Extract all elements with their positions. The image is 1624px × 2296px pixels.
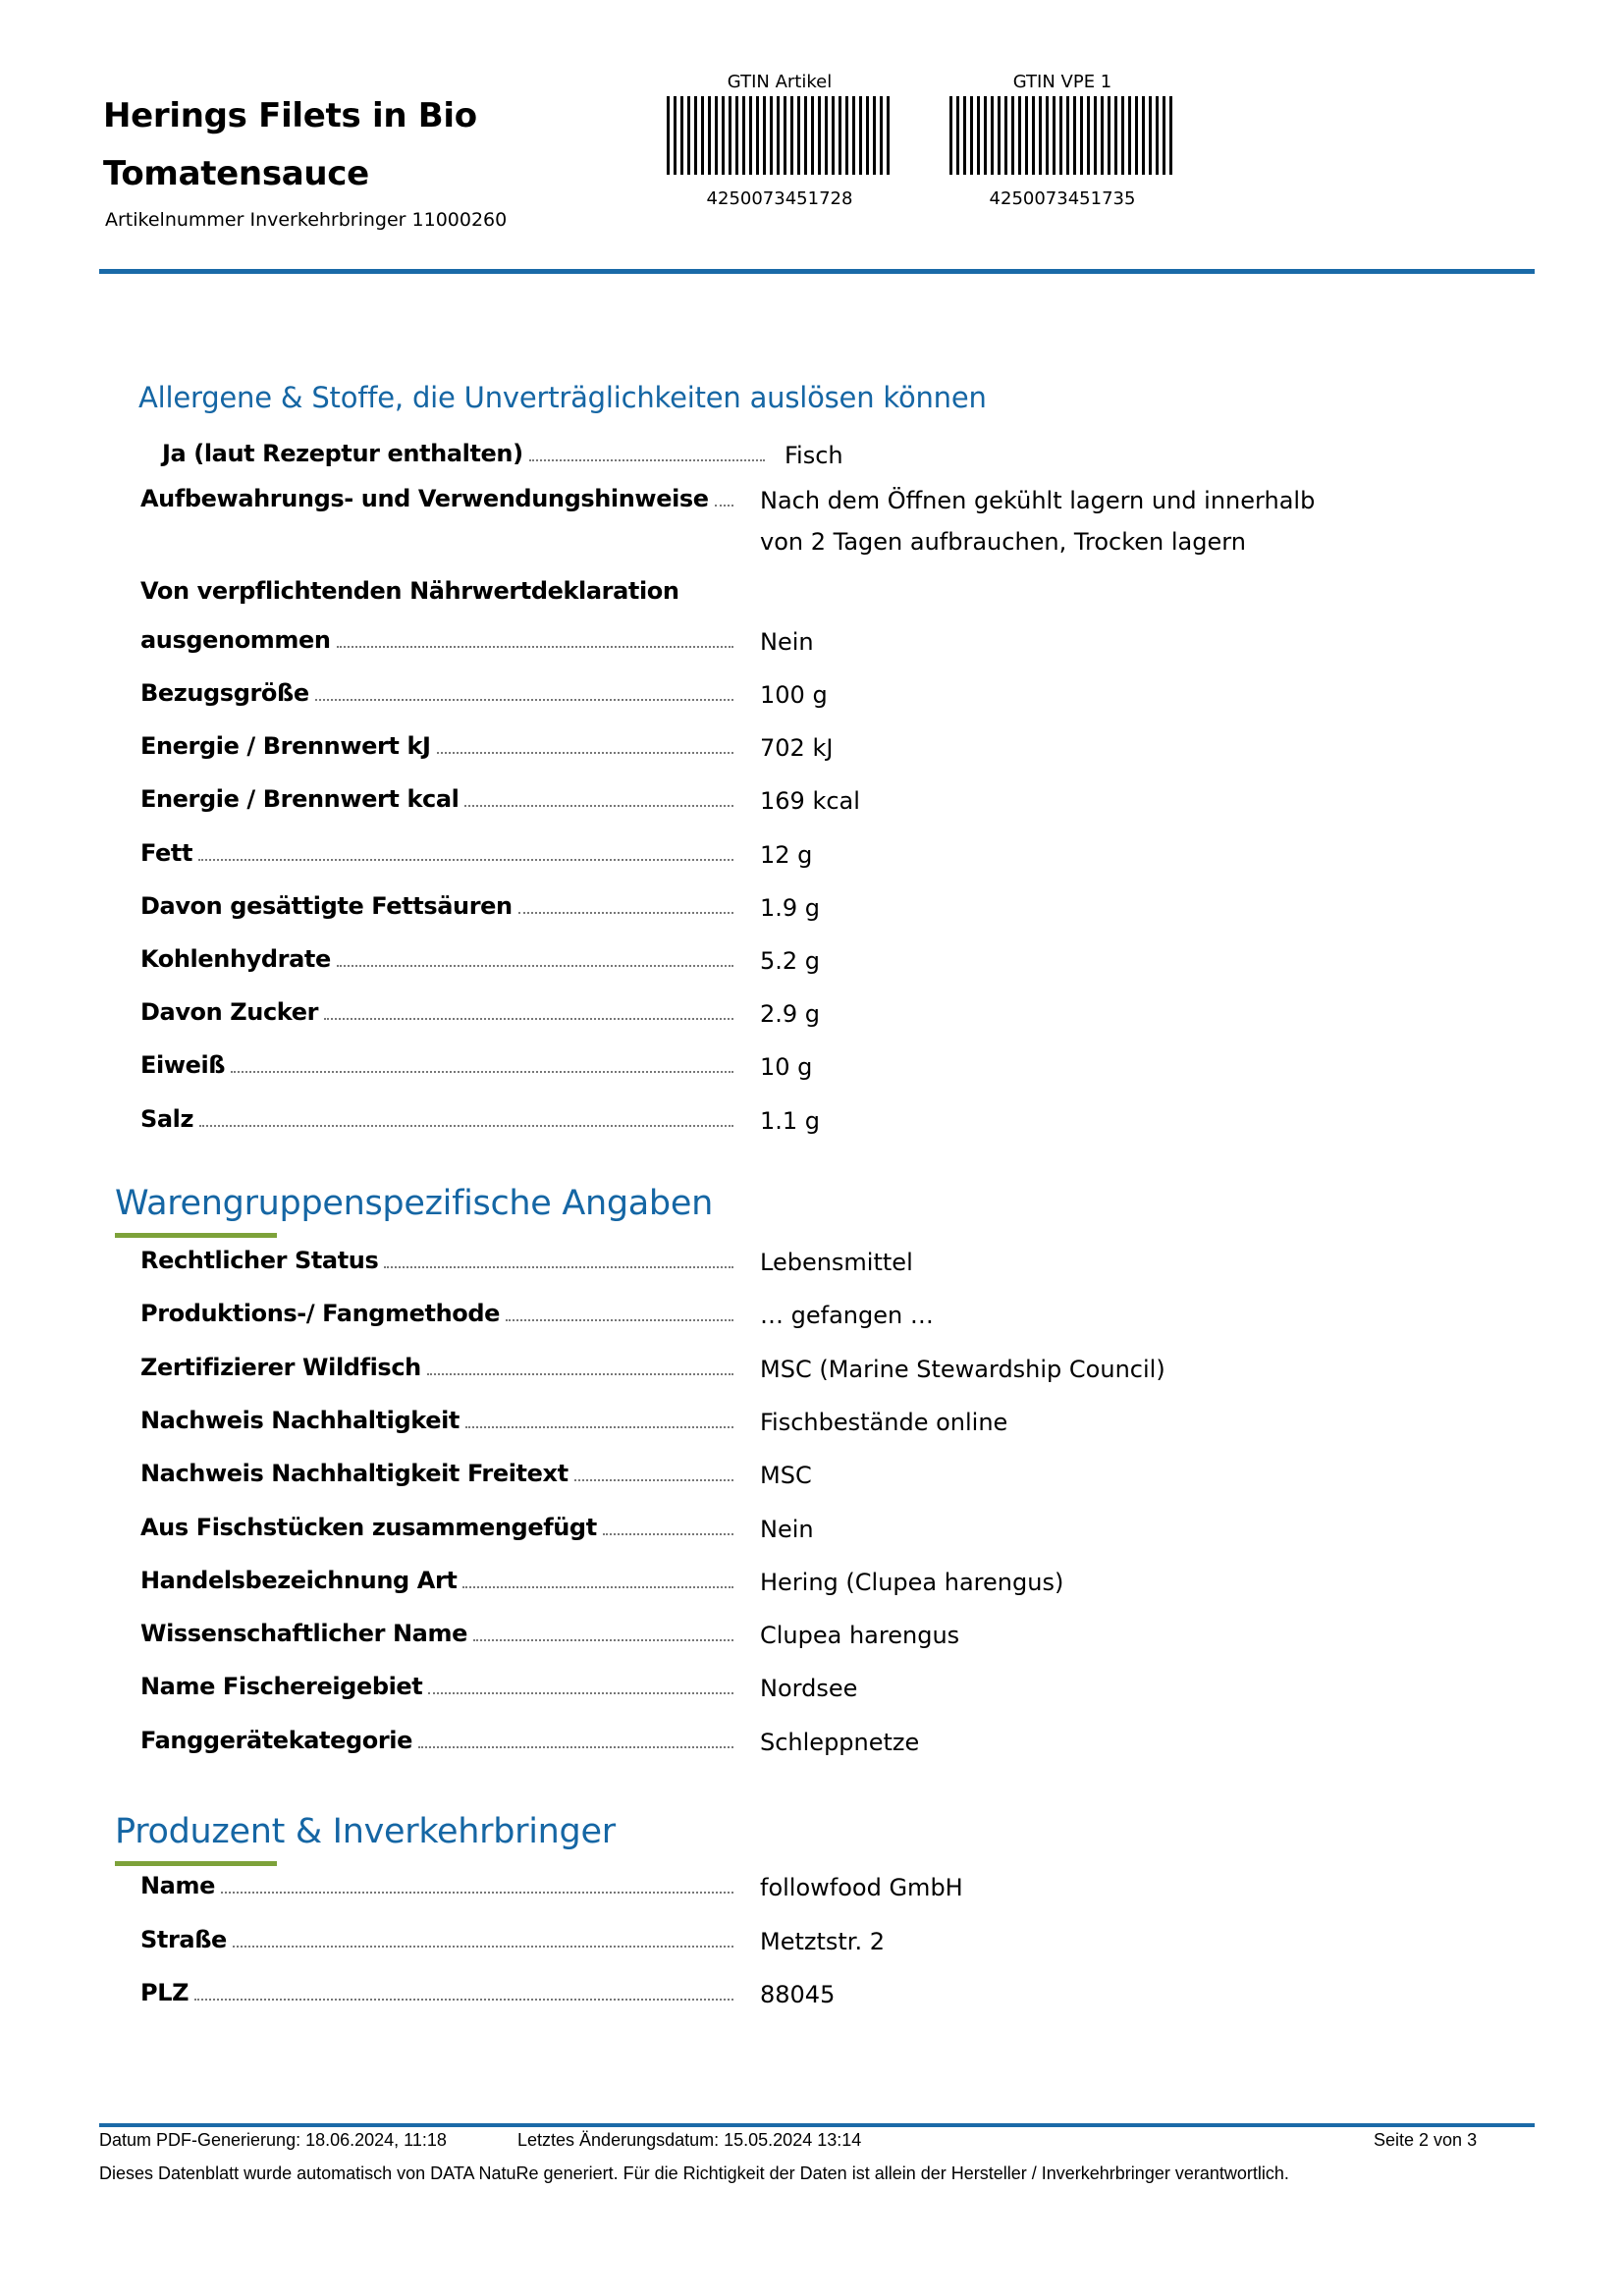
barcode-bar: [1039, 96, 1042, 175]
nutrition-row: [140, 785, 1515, 825]
nutrition-value: 10 g: [760, 1053, 813, 1082]
product-group-value: Hering (Clupea harengus): [760, 1568, 1064, 1596]
dot-leader: [518, 911, 733, 914]
product-group-label: Handelsbezeichnung Art: [140, 1566, 458, 1594]
producer-label: Name: [140, 1872, 215, 1899]
nutrition-label: Bezugsgröße: [140, 679, 309, 707]
barcode-bar: [701, 96, 704, 175]
producer-value: 88045: [760, 1981, 836, 2008]
allergen-value: Fisch: [785, 442, 843, 469]
barcode-bar: [1073, 96, 1076, 175]
product-group-heading: Warengruppenspezifische Angaben: [115, 1184, 713, 1223]
barcode-bar: [797, 96, 800, 175]
product-group-label: Rechtlicher Status: [140, 1247, 379, 1274]
product-group-row: [140, 1514, 1515, 1553]
product-group-row: [140, 1300, 1515, 1339]
nutrition-label: Eiweiß: [140, 1051, 226, 1080]
nutrition-label: Davon gesättigte Fettsäuren: [140, 891, 513, 920]
dot-leader: [464, 804, 733, 807]
barcode-bar: [1053, 96, 1056, 175]
producer-label: PLZ: [140, 1979, 189, 2006]
barcode-bar: [729, 96, 731, 175]
nutrition-row: [140, 839, 1515, 879]
dot-leader: [194, 1998, 733, 2001]
dot-leader: [529, 458, 765, 461]
dot-leader: [199, 1124, 733, 1127]
product-title-line2: Tomatensauce: [103, 154, 369, 193]
barcode-bar: [873, 96, 876, 175]
nutrition-value: 1.9 g: [760, 893, 821, 922]
product-group-value: Fischbestände online: [760, 1408, 1008, 1436]
barcode-bar: [845, 96, 848, 175]
nutrition-row: [140, 679, 1515, 719]
barcode-bar: [1142, 96, 1145, 175]
nutrition-label: Davon Zucker: [140, 998, 319, 1027]
product-group-row: [140, 1673, 1515, 1712]
barcode-bar: [708, 96, 711, 175]
barcode-bar: [832, 96, 835, 175]
product-group-value: Nordsee: [760, 1675, 858, 1703]
product-group-row: [140, 1407, 1515, 1446]
barcode-bar: [998, 96, 1001, 175]
barcode-bar: [1066, 96, 1069, 175]
barcode-bar: [859, 96, 862, 175]
allergens-heading: Allergene & Stoffe, die Unverträglichkeiten auslösen können: [138, 381, 987, 414]
producer-value: Metztstr. 2: [760, 1927, 885, 1955]
allergen-label: Ja (laut Rezeptur enthalten): [162, 440, 523, 467]
footer-modified: Letztes Änderungsdatum: 15.05.2024 13:14: [517, 2130, 862, 2150]
barcode-bar: [1032, 96, 1035, 175]
barcode-bar: [949, 96, 952, 175]
barcode-bar: [1128, 96, 1131, 175]
nutrition-label: Energie / Brennwert kcal: [140, 785, 460, 814]
product-group-value: Schleppnetze: [760, 1728, 920, 1756]
barcode-bar: [1169, 96, 1172, 175]
barcode-bar: [687, 96, 690, 175]
product-group-label: Wissenschaftlicher Name: [140, 1620, 467, 1648]
dot-leader: [465, 1425, 733, 1428]
barcode-bar: [984, 96, 987, 175]
product-group-row: [140, 1567, 1515, 1606]
nutrition-value: 2.9 g: [760, 1000, 821, 1029]
article-number: Artikelnummer Inverkehrbringer 11000260: [105, 209, 508, 231]
barcode-bar: [1087, 96, 1090, 175]
barcode-bar: [811, 96, 814, 175]
barcode-bar: [1094, 96, 1097, 175]
barcode-bar: [722, 96, 725, 175]
product-group-label: Nachweis Nachhaltigkeit: [140, 1406, 460, 1434]
product-group-label: Fanggerätekategorie: [140, 1726, 413, 1754]
barcode-bar: [991, 96, 994, 175]
nutrition-value: 12 g: [760, 840, 813, 869]
dot-leader: [603, 1532, 733, 1535]
product-group-value: Clupea harengus: [760, 1622, 960, 1650]
product-group-label: Name Fischereigebiet: [140, 1673, 423, 1701]
header-divider: [99, 269, 1535, 274]
barcode-bar: [1059, 96, 1062, 175]
dot-leader: [231, 1070, 733, 1073]
barcode-bar: [756, 96, 759, 175]
barcode-bar: [1080, 96, 1083, 175]
dot-leader: [473, 1638, 733, 1641]
barcode-bar: [804, 96, 807, 175]
barcode-bar: [742, 96, 745, 175]
barcode-bar: [715, 96, 718, 175]
dot-leader: [427, 1372, 733, 1375]
barcode-bar: [852, 96, 855, 175]
product-group-label: Nachweis Nachhaltigkeit Freitext: [140, 1460, 568, 1488]
gtin-article-barcode: [667, 96, 893, 175]
nutrition-row: [140, 732, 1515, 772]
barcode-bar: [694, 96, 697, 175]
dot-leader: [337, 964, 733, 967]
producer-value: followfood GmbH: [760, 1874, 963, 1901]
exempt-label-line2: ausgenommen: [140, 626, 331, 654]
barcode-bar: [1046, 96, 1049, 175]
nutrition-label: Fett: [140, 838, 193, 867]
nutrition-value: 100 g: [760, 681, 828, 709]
barcode-bar: [749, 96, 752, 175]
dot-leader: [574, 1478, 733, 1481]
gtin-article-block: [662, 73, 897, 209]
barcode-bar: [667, 96, 670, 175]
dot-leader: [337, 645, 733, 648]
nutrition-value: 702 kJ: [760, 734, 834, 763]
barcode-bar: [777, 96, 780, 175]
dot-leader: [462, 1585, 733, 1588]
gtin-article-label: GTIN Artikel: [727, 72, 833, 92]
dot-leader: [437, 751, 733, 754]
nutrition-row: [140, 892, 1515, 932]
product-group-value: … gefangen …: [760, 1302, 934, 1330]
dot-leader: [506, 1318, 733, 1321]
storage-label: Aufbewahrungs- und Verwendungshinweise: [140, 485, 709, 512]
barcode-bar: [1018, 96, 1021, 175]
footer-generated: Datum PDF-Generierung: 18.06.2024, 11:18: [99, 2130, 447, 2150]
producer-label: Straße: [140, 1925, 227, 1953]
dot-leader: [198, 858, 733, 861]
dot-leader: [418, 1745, 733, 1748]
barcode-bar: [735, 96, 738, 175]
nutrition-value: 169 kcal: [760, 787, 860, 816]
allergen-row: [140, 440, 1515, 479]
dot-leader: [428, 1691, 733, 1694]
gtin-vpe-block: [945, 73, 1180, 209]
barcode-bar: [887, 96, 890, 175]
heading-underline: [115, 1233, 277, 1238]
dot-leader: [315, 698, 733, 701]
barcode-bar: [970, 96, 973, 175]
product-group-row: [140, 1620, 1515, 1659]
barcode-bar: [763, 96, 766, 175]
footer-disclaimer: Dieses Datenblatt wurde automatisch von DATA NatuRe generiert. Für die Richtigkeit der Daten ist allein der Hersteller / Inverkehrbringer verantwortlich.: [99, 2163, 1289, 2183]
barcode-bar: [674, 96, 677, 175]
nutrition-value: 5.2 g: [760, 947, 821, 975]
nutrition-label: Salz: [140, 1104, 194, 1133]
barcode-bar: [1011, 96, 1014, 175]
heading-underline: [115, 1861, 277, 1866]
storage-value-line2: von 2 Tagen aufbrauchen, Trocken lagern: [760, 528, 1246, 556]
product-group-row: [140, 1354, 1515, 1393]
barcode-bar: [825, 96, 828, 175]
barcode-bar: [1108, 96, 1110, 175]
barcode-bar: [1149, 96, 1152, 175]
gtin-vpe-label: GTIN VPE 1: [1012, 72, 1112, 92]
barcode-bar: [963, 96, 966, 175]
barcode-bar: [866, 96, 869, 175]
exempt-label-line1: Von verpflichtenden Nährwertdeklaration: [140, 577, 679, 605]
dot-leader: [233, 1945, 733, 1948]
product-group-value: MSC (Marine Stewardship Council): [760, 1355, 1165, 1383]
barcode-bar: [784, 96, 786, 175]
barcode-bar: [977, 96, 980, 175]
barcode-bar: [1121, 96, 1124, 175]
product-group-value: MSC: [760, 1462, 812, 1490]
nutrition-label: Kohlenhydrate: [140, 945, 331, 973]
product-group-value: Lebensmittel: [760, 1249, 913, 1276]
barcode-bar: [1114, 96, 1117, 175]
storage-value-line1: Nach dem Öffnen gekühlt lagern und innerhalb: [760, 487, 1316, 514]
producer-row: [140, 1926, 1515, 1965]
gtin-vpe-barcode: [949, 96, 1175, 175]
producer-row: [140, 1979, 1515, 2018]
dot-leader: [324, 1017, 733, 1020]
footer-divider: [99, 2123, 1535, 2127]
dot-leader: [221, 1891, 733, 1894]
gtin-article-number: 4250073451728: [706, 188, 853, 209]
barcode-bar: [1025, 96, 1028, 175]
product-group-label: Produktions-/ Fangmethode: [140, 1300, 501, 1328]
barcode-bar: [956, 96, 959, 175]
barcode-bar: [770, 96, 773, 175]
nutrition-row: [140, 998, 1515, 1038]
product-group-label: Aus Fischstücken zusammengefügt: [140, 1513, 597, 1541]
producer-row: [140, 1872, 1515, 1911]
dot-leader: [384, 1265, 733, 1268]
barcode-bar: [839, 96, 841, 175]
product-group-row: [140, 1247, 1515, 1286]
nutrition-row: [140, 945, 1515, 985]
barcode-bar: [818, 96, 821, 175]
exempt-value: Nein: [760, 628, 814, 656]
dot-leader: [715, 504, 733, 507]
product-group-row: [140, 1727, 1515, 1766]
barcode-bar: [1004, 96, 1007, 175]
footer-page: Seite 2 von 3: [1374, 2130, 1478, 2150]
nutrition-row: [140, 1051, 1515, 1091]
barcode-bar: [1163, 96, 1165, 175]
nutrition-row: [140, 1105, 1515, 1145]
barcode-bar: [1101, 96, 1104, 175]
nutrition-value: 1.1 g: [760, 1106, 821, 1135]
gtin-vpe-number: 4250073451735: [989, 188, 1136, 209]
nutrition-label: Energie / Brennwert kJ: [140, 732, 431, 761]
barcode-bar: [1156, 96, 1159, 175]
barcode-bar: [680, 96, 683, 175]
product-title-line1: Herings Filets in Bio: [103, 96, 477, 135]
barcode-bar: [880, 96, 883, 175]
producer-heading: Produzent & Inverkehrbringer: [115, 1812, 616, 1851]
barcode-bar: [790, 96, 793, 175]
product-group-value: Nein: [760, 1515, 814, 1543]
product-group-row: [140, 1460, 1515, 1499]
product-group-label: Zertifizierer Wildfisch: [140, 1353, 421, 1381]
barcode-bar: [1135, 96, 1138, 175]
exempt-row: [140, 626, 1515, 666]
